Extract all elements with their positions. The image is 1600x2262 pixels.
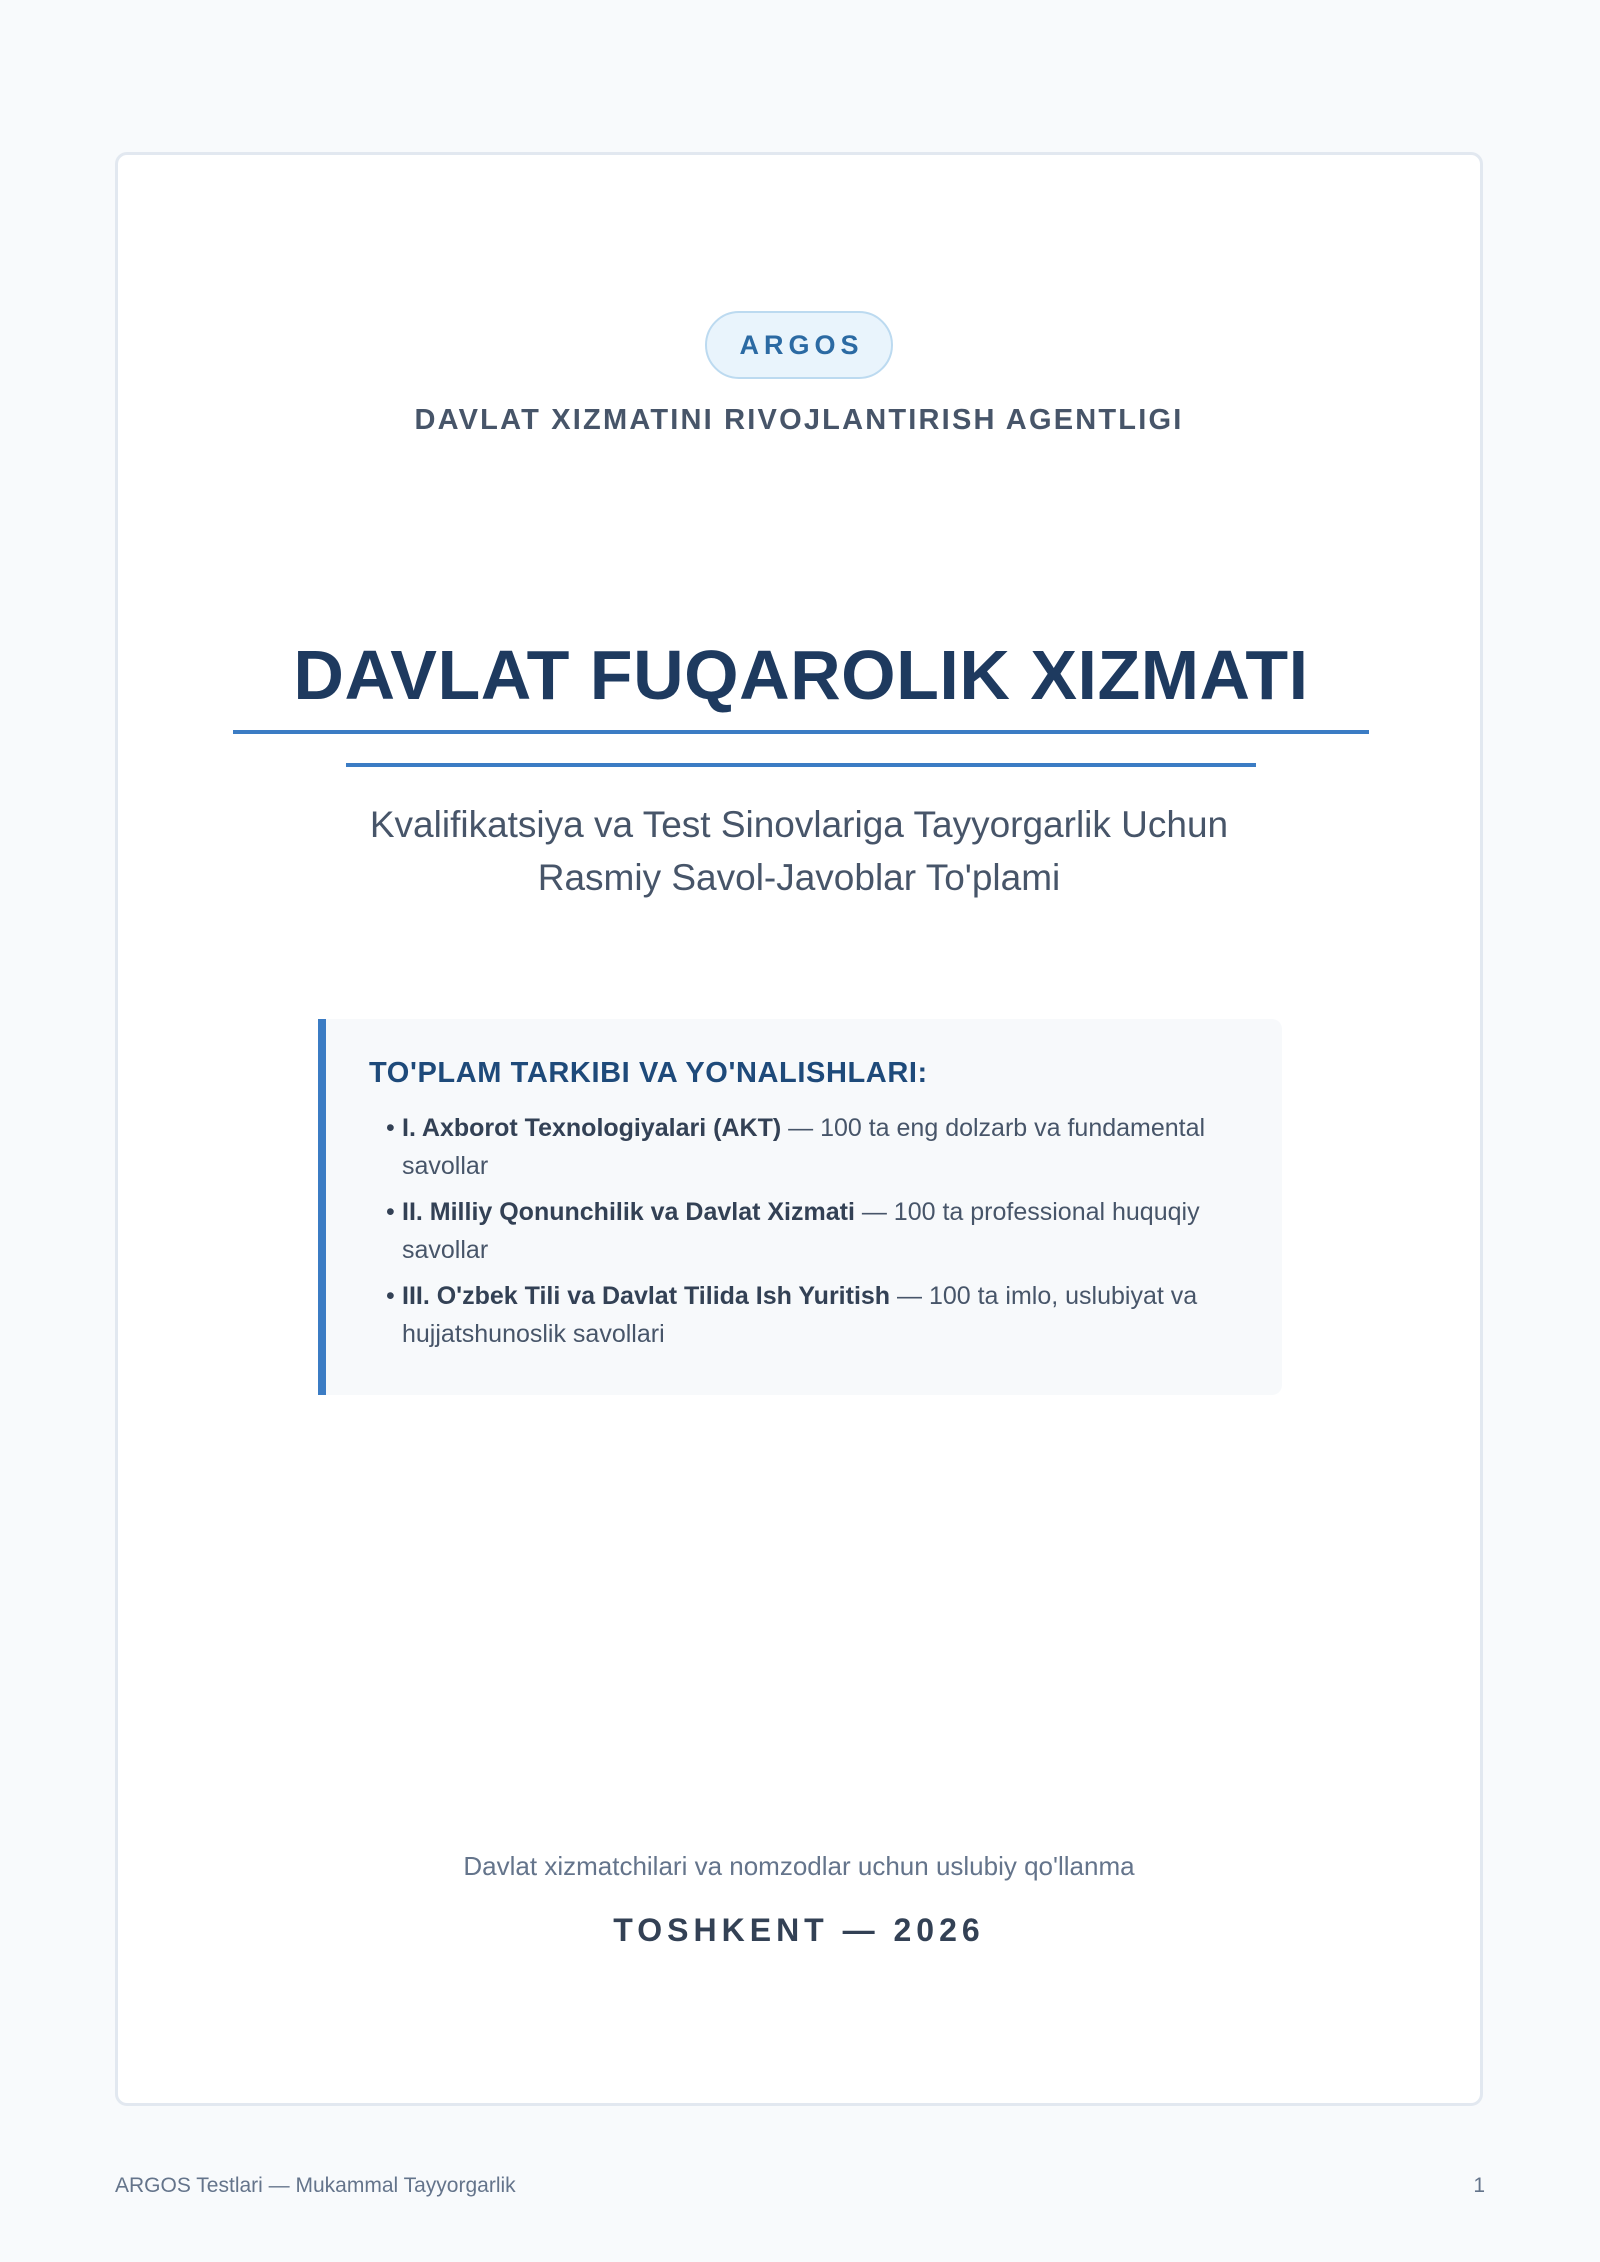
contents-item-name: I. Axborot Texnologiyalari (AKT) (402, 1114, 782, 1142)
contents-item-name: III. O'zbek Tili va Davlat Tilida Ish Yuritish (402, 1282, 891, 1310)
cover-page-card (115, 152, 1483, 2106)
title-divider (346, 763, 1256, 767)
document-title: DAVLAT FUQAROLIK XIZMATI (293, 636, 1309, 714)
bullet-icon: • (386, 1198, 395, 1226)
agency-name: DAVLAT XIZMATINI RIVOJLANTIRISH AGENTLIGI (414, 404, 1184, 436)
contents-item-description: — 100 ta professional huquqiy savollar (402, 1198, 1200, 1264)
city-year: TOSHKENT — 2026 (613, 1912, 985, 1948)
bullet-icon: • (386, 1282, 395, 1310)
subtitle-line-1: Kvalifikatsiya va Test Sinovlariga Tayyorgarlik Uchun (369, 804, 1229, 845)
contents-panel (318, 1019, 1282, 1395)
tagline: Davlat xizmatchilari va nomzodlar uchun uslubiy qo'llanma (463, 1851, 1135, 1881)
bullet-icon: • (386, 1114, 395, 1142)
contents-list (386, 1109, 1246, 1361)
subtitle-line-2: Rasmiy Savol-Javoblar To'plami (537, 857, 1061, 898)
contents-item-name: II. Milliy Qonunchilik va Davlat Xizmati (402, 1198, 855, 1226)
document-subtitle (118, 798, 1480, 904)
page-number: 1 (1473, 2174, 1485, 2197)
title-underline (233, 730, 1369, 734)
contents-item-language (386, 1277, 1246, 1353)
contents-item-description: — 100 ta eng dolzarb va fundamental savollar (402, 1114, 1206, 1180)
contents-heading: TO'PLAM TARKIBI VA YO'NALISHLARI: (369, 1057, 928, 1089)
contents-item-akt (386, 1109, 1246, 1185)
footer-title: ARGOS Testlari — Mukammal Tayyorgarlik (115, 2174, 516, 2197)
brand-badge: ARGOS (705, 311, 893, 379)
contents-item-description: — 100 ta imlo, uslubiyat va hujjatshunoslik savollari (402, 1282, 1198, 1348)
contents-item-law (386, 1193, 1246, 1269)
